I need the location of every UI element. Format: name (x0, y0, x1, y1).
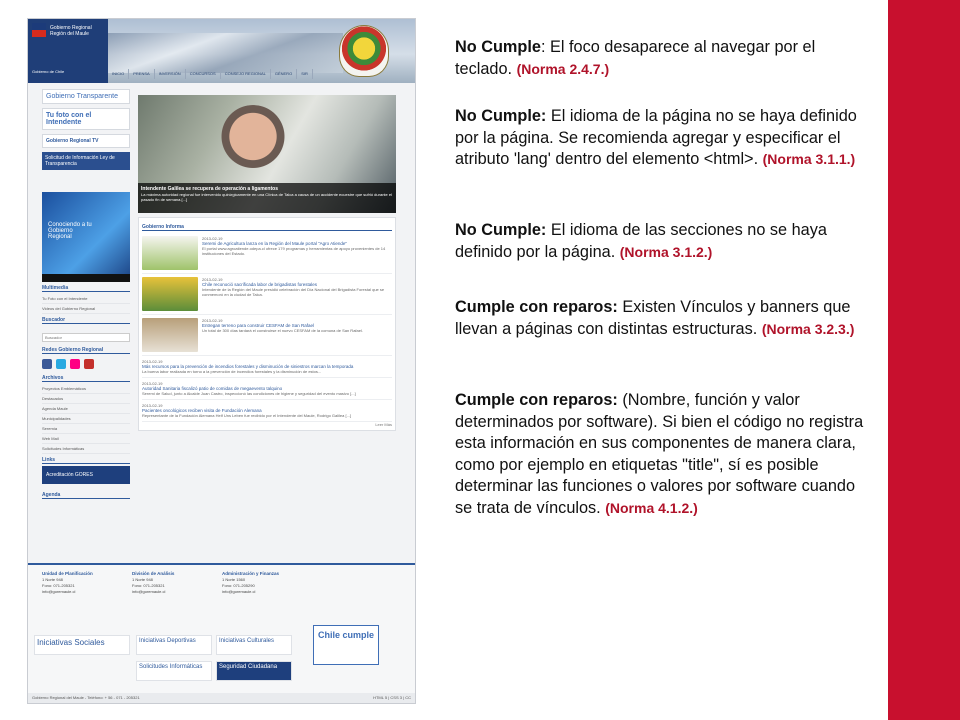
transparency-link[interactable]: Gobierno Transparente (46, 93, 118, 100)
nav-item[interactable]: INVERSIÓN (155, 69, 186, 79)
news-title[interactable]: Pacientes oncológicos reciben visita de Fundación Alemana (142, 408, 262, 413)
archives-list (42, 384, 130, 454)
multimedia-heading: Multimedia (42, 285, 130, 292)
note-norma: (Norma 3.1.1.) (762, 151, 856, 167)
flag-icon (32, 23, 46, 37)
nav-item[interactable]: PRENSA (129, 69, 154, 79)
news-body: Intendente de la Región del Maule presidió celebración del Día Nacional del Brigadista Forestal que se conmemoró en la ciudad de Talca. (202, 287, 385, 297)
note-consistent-navigation (455, 297, 867, 340)
it-requests-banner[interactable]: Solicitudes Informáticas (136, 661, 212, 681)
news-title[interactable]: Entregan terreno para construir CESFAM de San Rafael (202, 323, 315, 328)
news-body: La buena labor realizada en torno a la prevención de incendios forestales y la disminución de estos... (142, 369, 322, 374)
social-initiatives-banner[interactable]: Iniciativas Sociales (34, 635, 130, 655)
social-heading: Redes Gobierno Regional (42, 347, 130, 354)
archives-heading: Archivos (42, 375, 130, 382)
site-main (138, 95, 396, 431)
news-date: 2013-02-19 (202, 236, 223, 241)
list-item[interactable]: Agenda Maule (42, 404, 130, 414)
featured-title[interactable]: Intendente Galilea se recupera de operación a ligamentos (141, 186, 278, 192)
multimedia-list (42, 294, 130, 314)
news-item[interactable] (142, 274, 392, 315)
list-item[interactable]: Municipalidades (42, 414, 130, 424)
note-label: No Cumple: (455, 107, 547, 125)
news-item[interactable] (142, 233, 392, 274)
news-title[interactable]: Más recursos para la prevención de incendios forestales y disminución de siniestros marcan la temporada (142, 364, 354, 369)
list-item[interactable]: Destacados (42, 394, 130, 404)
youtube-icon[interactable] (84, 359, 94, 369)
news-body: Un total de 300 días tardará el construirse el nuevo CESFAM de la comuna de San Rafael. (202, 328, 363, 333)
footer-line: 1 Norte 948 (42, 577, 63, 582)
cultural-initiatives-banner[interactable]: Iniciativas Culturales (216, 635, 292, 655)
footer-line[interactable]: info@goremaule.cl (222, 589, 256, 594)
news-body: El portal www.agroatiende.odepa.cl ofrece 179 programas y herramientas de apoyo provenientes de 14 instituciones del Estado. (202, 246, 386, 256)
news-date: 2013-02-19 (142, 359, 163, 364)
intendente-link[interactable]: Tu foto con el Intendente (46, 112, 92, 126)
footer-line: Fono: 071-205290 (222, 583, 255, 588)
news-body: Seremi de Salud, junto a Alcalde Juan Castro, inspeccionó las condiciones de higiene y seguridad del evento masivo [...] (142, 391, 356, 396)
footer-col-title: Unidad de Planificación (42, 571, 93, 576)
bottom-bar-text: Gobierno Regional del Maule - Teléfono: + 56 - 071 - 205321 (32, 695, 140, 700)
social-icons (42, 356, 130, 372)
news-title[interactable]: Chile reconoció sacrificada labor de brigadistas forestales (202, 282, 318, 287)
news-title[interactable]: Autoridad Sanitaria fiscalizó patio de comidas de megaevento talquino (142, 386, 283, 391)
gov-title: Gobierno Regional (50, 25, 92, 31)
note-norma: (Norma 3.1.2.) (619, 243, 713, 260)
note-text: Existen Vínculos y banners que llevan a páginas con distintas estructuras. (455, 298, 851, 338)
featured-body: La máxima autoridad regional fue intervenido quirúrgicamente en una Clínica de Talca a causa de un accidente ecuestre que sufrió durante el pasado fin de semana.[...] (141, 192, 392, 202)
gov-sub: Región del Maule (50, 31, 89, 37)
list-item[interactable]: Web Mail (42, 434, 130, 444)
accreditation-banner[interactable]: Acreditación GORES (42, 466, 130, 484)
site-nav (108, 69, 328, 79)
sports-initiatives-banner[interactable]: Iniciativas Deportivas (136, 635, 212, 655)
news-item[interactable] (142, 378, 392, 400)
list-item[interactable]: Tu Foto con el Intendente (42, 294, 130, 304)
note-focus (455, 37, 867, 80)
citizen-security-banner[interactable]: Seguridad Ciudadana (216, 661, 292, 681)
note-text: El foco desaparece al navegar por el teclado. (455, 38, 816, 78)
news-thumbnail (142, 318, 198, 352)
list-item[interactable]: Videos del Gobierno Regional (42, 304, 130, 314)
site-bottom-bar (28, 693, 415, 703)
video-title: Conociendo a tu Gobierno Regional (48, 222, 92, 240)
footer-col-title: División de Análisis (132, 571, 175, 576)
news-date: 2013-02-19 (142, 403, 163, 408)
news-item[interactable] (142, 315, 392, 356)
note-text: (Nombre, función y valor determinados por software). Si bien el código no registra esta información en sus componentes de manera clara, como por ejemplo en etiquetas "title", sí es posible determinar las funciones o valores por software cuando se trata de vínculos. (455, 391, 864, 517)
footer-line: 1 Norte 948 (132, 577, 153, 582)
footer-column (222, 571, 302, 595)
website-screenshot (27, 18, 416, 704)
video-controls[interactable] (42, 274, 130, 282)
note-separator: : (540, 38, 550, 56)
news-thumbnail (142, 277, 198, 311)
list-item[interactable]: Solicitudes Informáticas (42, 444, 130, 454)
footer-column (42, 571, 122, 595)
links-heading: Links (42, 457, 130, 464)
nav-item[interactable]: GÉNERO (271, 69, 297, 79)
news-date: 2013-02-19 (202, 277, 223, 282)
nav-item[interactable]: INICIO (108, 69, 129, 79)
note-name-role-value (455, 390, 867, 519)
note-norma: (Norma 3.2.3.) (761, 320, 855, 337)
featured-caption (138, 183, 396, 213)
crest-logo (339, 25, 389, 77)
intendente-box[interactable] (42, 108, 130, 130)
nav-item[interactable]: CONCURSOS (186, 69, 221, 79)
news-title[interactable]: Seremi de Agricultura lanza en la Región del Maule portal "Agro Atiende" (202, 241, 348, 246)
mountain-banner (108, 33, 343, 73)
news-thumbnail (142, 236, 198, 270)
note-section-language (455, 220, 867, 263)
news-heading: Gobierno Informa (142, 224, 392, 231)
gov-logo[interactable] (28, 19, 108, 83)
note-text: El idioma de la página no se haya definido por la página. Se recomienda agregar y especificar el atributo 'lang' dentro del elemento <html>. (455, 107, 857, 168)
read-more-link[interactable]: Leer Más (375, 422, 392, 427)
facebook-icon[interactable] (42, 359, 52, 369)
tv-box[interactable] (42, 134, 130, 148)
transparency-request-button[interactable]: Solicitud de Información Ley de Transparencia (42, 152, 130, 170)
footer-column (132, 571, 212, 595)
footer-line[interactable]: info@goremaule.cl (42, 589, 76, 594)
note-text: El idioma de las secciones no se haya definido por la página. (455, 221, 827, 261)
flickr-icon[interactable] (70, 359, 80, 369)
list-item[interactable]: Seremía (42, 424, 130, 434)
footer-line: Fono: 071-205321 (42, 583, 75, 588)
nav-item[interactable]: SIR (297, 69, 313, 79)
transparency-box[interactable] (42, 89, 130, 104)
footer-line: Fono: 071-205321 (132, 583, 165, 588)
footer-col-title: Administración y Finanzas (222, 571, 280, 576)
news-date: 2013-02-19 (142, 381, 163, 386)
site-header (28, 19, 415, 83)
note-label: No Cumple (455, 38, 541, 56)
note-label: Cumple con reparos: (455, 298, 618, 316)
featured-photo (218, 105, 288, 175)
nav-item[interactable]: CONSEJO REGIONAL (221, 69, 271, 79)
note-label: No Cumple: (455, 221, 547, 239)
tv-link[interactable]: Gobierno Regional TV (46, 138, 99, 144)
list-item[interactable]: Proyectos Emblemáticos (42, 384, 130, 394)
video-player[interactable] (42, 192, 130, 282)
search-heading: Buscador (42, 317, 130, 324)
red-accent-bar (888, 0, 960, 720)
site-sidebar (42, 89, 130, 501)
news-list (138, 217, 396, 431)
news-date: 2013-02-19 (202, 318, 223, 323)
site-footer (28, 563, 415, 703)
bottom-bar-validators[interactable]: HTML 5 | CSS 3 | CC (373, 695, 411, 700)
note-page-language (455, 106, 867, 171)
twitter-icon[interactable] (56, 359, 66, 369)
agenda-heading: Agenda (42, 492, 130, 499)
footer-line: 1 Norte 1560 (222, 577, 246, 582)
note-label: Cumple con reparos: (455, 391, 618, 409)
note-norma: (Norma 2.4.7.) (516, 60, 610, 77)
note-norma: (Norma 4.1.2.) (605, 499, 698, 516)
chile-cumple-badge[interactable]: Chile cumple (313, 625, 379, 665)
featured-news[interactable] (138, 95, 396, 213)
gov-footer: Gobierno de Chile (32, 69, 65, 74)
news-item[interactable] (142, 356, 392, 378)
footer-line[interactable]: info@goremaule.cl (132, 589, 166, 594)
search-input[interactable] (42, 333, 130, 342)
news-body: Representante de la Fundación Alemana Helf Uns Leben fue recibido por el Intendente del Maule, Rodrigo Galilea [...] (142, 413, 352, 418)
news-item[interactable] (142, 400, 392, 422)
